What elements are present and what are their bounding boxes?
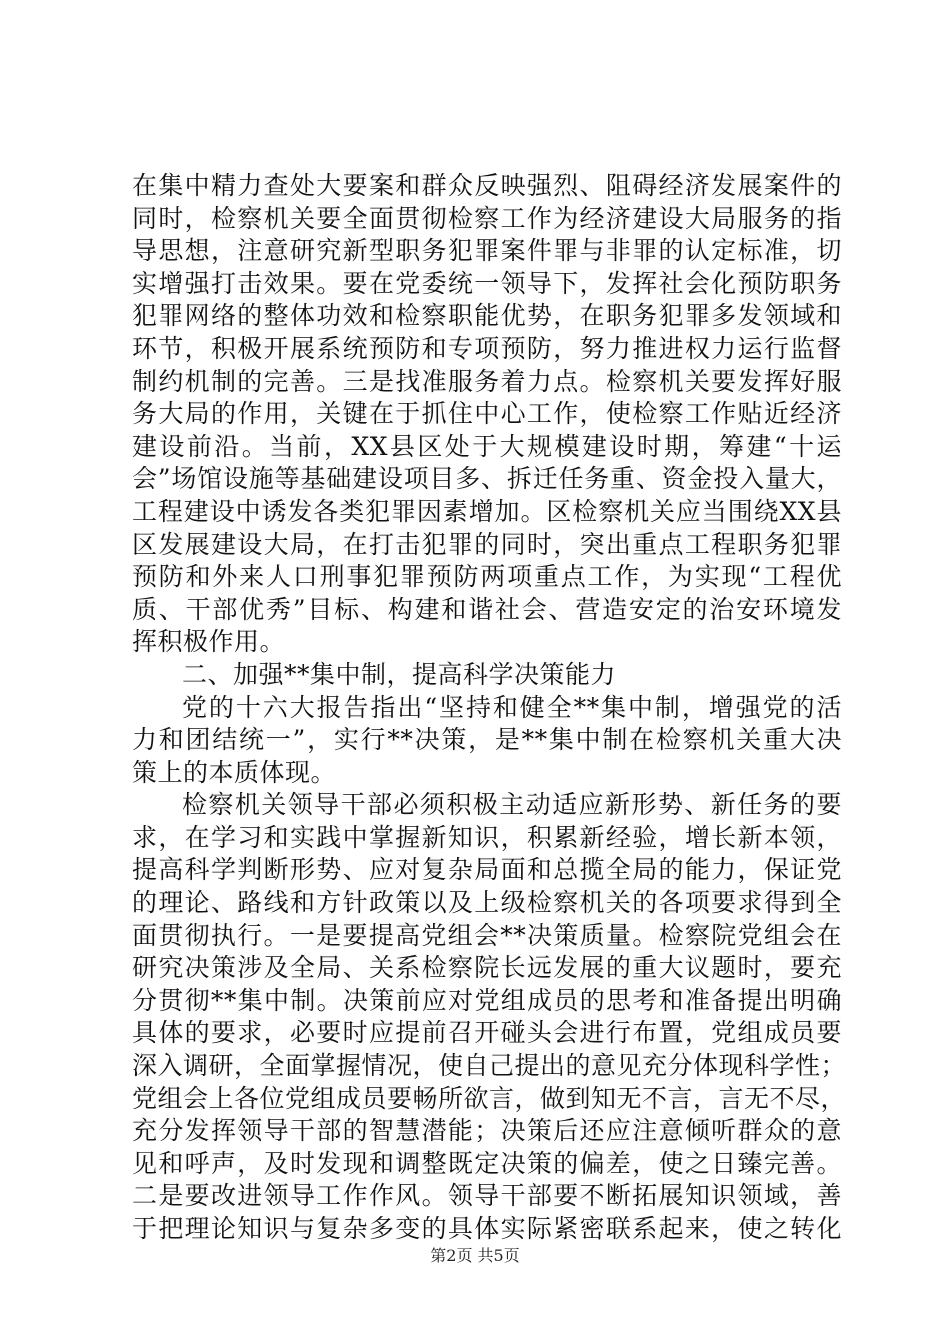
text-line: 在集中精力查处大要案和群众反映强烈、阻碍经济发展案件的: [132, 171, 842, 200]
text-line: 实增强打击效果。要在党委统一领导下，发挥社会化预防职务: [132, 268, 842, 298]
text-line: 二是要改进领导工作作风。领导干部要不断拓展知识领域，善: [132, 1181, 842, 1211]
text-line: 务大局的作用，关键在于抓住中心工作，使检察工作贴近经济: [132, 399, 842, 429]
text-line: 制约机制的完善。三是找准服务着力点。检察机关要发挥好服: [132, 366, 842, 396]
text-line: 同时，检察机关要全面贯彻检察工作为经济建设大局服务的指: [132, 203, 842, 233]
text-line: 具体的要求，必要时应提前召开碰头会进行布置，党组成员要: [132, 1018, 842, 1048]
text-line: 挥积极作用。: [132, 627, 286, 657]
text-line: 工程建设中诱发各类犯罪因素增加。区检察机关应当围绕XX县: [132, 496, 842, 526]
text-line: 犯罪网络的整体功效和检察职能优势，在职务犯罪多发领域和: [132, 301, 842, 331]
text-line: 见和呼声，及时发现和调整既定决策的偏差，使之日臻完善。: [132, 1148, 842, 1178]
text-line: 党组会上各位党组成员要畅所欲言，做到知无不言，言无不尽，: [132, 1083, 847, 1113]
page-footer: 第2页 共5页: [430, 1246, 520, 1265]
text-line: 导思想，注意研究新型职务犯罪案件罪与非罪的认定标准，切: [132, 236, 842, 266]
text-line: 质、干部优秀”目标、构建和谐社会、营造安定的治安环境发: [132, 594, 842, 624]
text-line: 预防和外来人口刑事犯罪预防两项重点工作，为实现“工程优: [132, 562, 842, 592]
section-heading: 二、加强**集中制，提高科学决策能力: [182, 659, 617, 689]
text-line: 的理论、路线和方针政策以及上级检察机关的各项要求得到全: [132, 888, 842, 918]
body-text: [132, 170, 847, 1246]
text-line: 研究决策涉及全局、关系检察院长远发展的重大议题时，要充: [132, 953, 842, 983]
text-line: 面贯彻执行。一是要提高党组会**决策质量。检察院党组会在: [132, 920, 842, 950]
text-line: 策上的本质体现。: [132, 757, 337, 787]
text-line: 党的十六大报告指出“坚持和健全**集中制，增强党的活: [182, 692, 842, 722]
text-line: 提高科学判断形势、应对复杂局面和总揽全局的能力，保证党: [132, 855, 842, 885]
text-line: 分贯彻**集中制。决策前应对党组成员的思考和准备提出明确: [132, 985, 842, 1015]
text-line: 会”场馆设施等基础建设项目多、拆迁任务重、资金投入量大，: [132, 464, 842, 494]
text-line: 环节，积极开展系统预防和专项预防，努力推进权力运行监督: [132, 333, 842, 363]
text-line: 力和团结统一”，实行**决策，是**集中制在检察机关重大决: [132, 725, 842, 755]
text-line: 于把理论知识与复杂多变的具体实际紧密联系起来，使之转化: [132, 1214, 842, 1243]
text-line: 区发展建设大局，在打击犯罪的同时，突出重点工程职务犯罪: [132, 529, 842, 559]
text-line: 检察机关领导干部必须积极主动适应新形势、新任务的要: [182, 790, 842, 820]
text-line: 求，在学习和实践中掌握新知识，积累新经验，增长新本领，: [132, 822, 842, 852]
text-line: 充分发挥领导干部的智慧潜能；决策后还应注意倾听群众的意: [132, 1116, 842, 1146]
text-line: 深入调研，全面掌握情况，使自己提出的意见充分体现科学性；: [132, 1051, 847, 1081]
text-line: 建设前沿。当前，XX县区处于大规模建设时期，筹建“十运: [132, 431, 842, 461]
